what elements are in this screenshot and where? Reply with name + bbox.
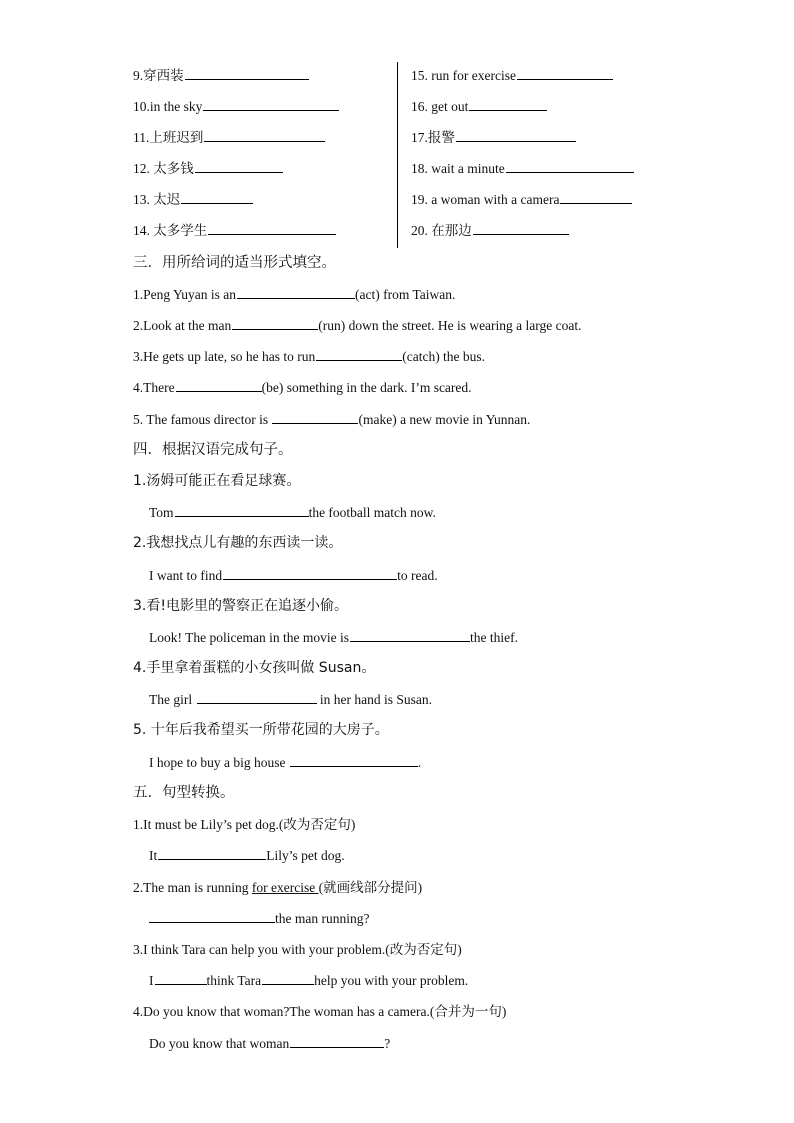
answer-blank[interactable] [262,983,314,985]
vocab-item: 12. 太多钱 [133,153,395,184]
section-4-prompt: 4.手里拿着蛋糕的小女孩叫做 Susan。 [133,660,376,676]
section-4-prompt: 2.我想找点儿有趣的东西读一读。 [133,535,343,551]
section-3-question: 5. The famous director is (make) a new movie in Yunnan. [133,412,531,427]
vocab-item: 9.穿西装 [133,60,395,91]
vocab-item: 14. 太多学生 [133,215,395,246]
answer-blank[interactable] [158,858,266,860]
vocab-item: 20. 在那边 [411,215,671,246]
section-5-answer: It Lily’s pet dog. [149,848,345,863]
vocab-right-column [411,60,671,246]
answer-blank[interactable] [232,328,318,330]
answer-blank[interactable] [237,297,355,299]
section-4-title: 四．根据汉语完成句子。 [133,442,293,458]
answer-blank[interactable] [506,171,634,173]
section-4-answer: Tom the football match now. [149,505,436,520]
answer-blank[interactable] [469,109,547,111]
section-4-prompt: 5. 十年后我希望买一所带花园的大房子。 [133,722,389,738]
answer-blank[interactable] [185,78,309,80]
vocab-item: 17.报警 [411,122,671,153]
section-3-question: 2.Look at the man (run) down the street. He is wearing a large coat. [133,318,582,333]
answer-blank[interactable] [272,422,358,424]
section-4-answer: I hope to buy a big house . [149,755,422,770]
section-3-question: 1.Peng Yuyan is an (act) from Taiwan. [133,287,456,302]
vocab-item: 15. run for exercise [411,60,671,91]
answer-blank[interactable] [473,233,569,235]
section-4-answer: The girl in her hand is Susan. [149,692,432,707]
column-divider [397,62,398,248]
answer-blank[interactable] [195,171,283,173]
vocab-item: 16. get out [411,91,671,122]
answer-blank[interactable] [223,578,397,580]
section-5-answer: Do you know that woman ? [149,1036,391,1051]
answer-blank[interactable] [203,109,339,111]
vocab-item: 19. a woman with a camera [411,184,671,215]
vocab-item: 18. wait a minute [411,153,671,184]
section-5-title: 五．句型转换。 [133,785,235,801]
answer-blank[interactable] [197,702,317,704]
section-4-answer: Look! The policeman in the movie is the thief. [149,630,518,645]
section-4-prompt: 1.汤姆可能正在看足球赛。 [133,473,301,489]
section-5-prompt: 3.I think Tara can help you with your problem.(改为否定句) [133,942,462,957]
answer-blank[interactable] [290,765,418,767]
answer-blank[interactable] [181,202,253,204]
section-4-answer: I want to find to read. [149,568,438,583]
answer-blank[interactable] [290,1046,384,1048]
answer-blank[interactable] [456,140,576,142]
vocab-table [133,60,673,250]
vocab-item: 13. 太迟 [133,184,395,215]
section-3-question: 3.He gets up late, so he has to run (catch) the bus. [133,349,486,364]
answer-blank[interactable] [149,921,275,923]
section-3-title: 三．用所给词的适当形式填空。 [133,255,336,271]
section-5-prompt: 2.The man is running for exercise (就画线部分提问) [133,880,423,895]
answer-blank[interactable] [176,390,262,392]
answer-blank[interactable] [208,233,336,235]
answer-blank[interactable] [560,202,632,204]
section-4-prompt: 3.看!电影里的警察正在追逐小偷。 [133,598,348,614]
underlined-phrase: for exercise [251,880,319,895]
answer-blank[interactable] [316,359,402,361]
answer-blank[interactable] [350,640,470,642]
vocab-item: 10.in the sky [133,91,395,122]
section-5-prompt: 4.Do you know that woman?The woman has a camera.(合并为一句) [133,1004,507,1019]
section-5-answer: I think Tara help you with your problem. [149,973,469,988]
section-5-answer: the man running? [149,903,749,934]
answer-blank[interactable] [175,515,309,517]
vocab-item: 11.上班迟到 [133,122,395,153]
vocab-left-column [133,60,395,246]
answer-blank[interactable] [204,140,325,142]
answer-blank[interactable] [517,78,613,80]
section-5-prompt: 1.It must be Lily’s pet dog.(改为否定句) [133,817,356,832]
answer-blank[interactable] [155,983,207,985]
section-3-question: 4.There (be) something in the dark. I’m scared. [133,380,472,395]
